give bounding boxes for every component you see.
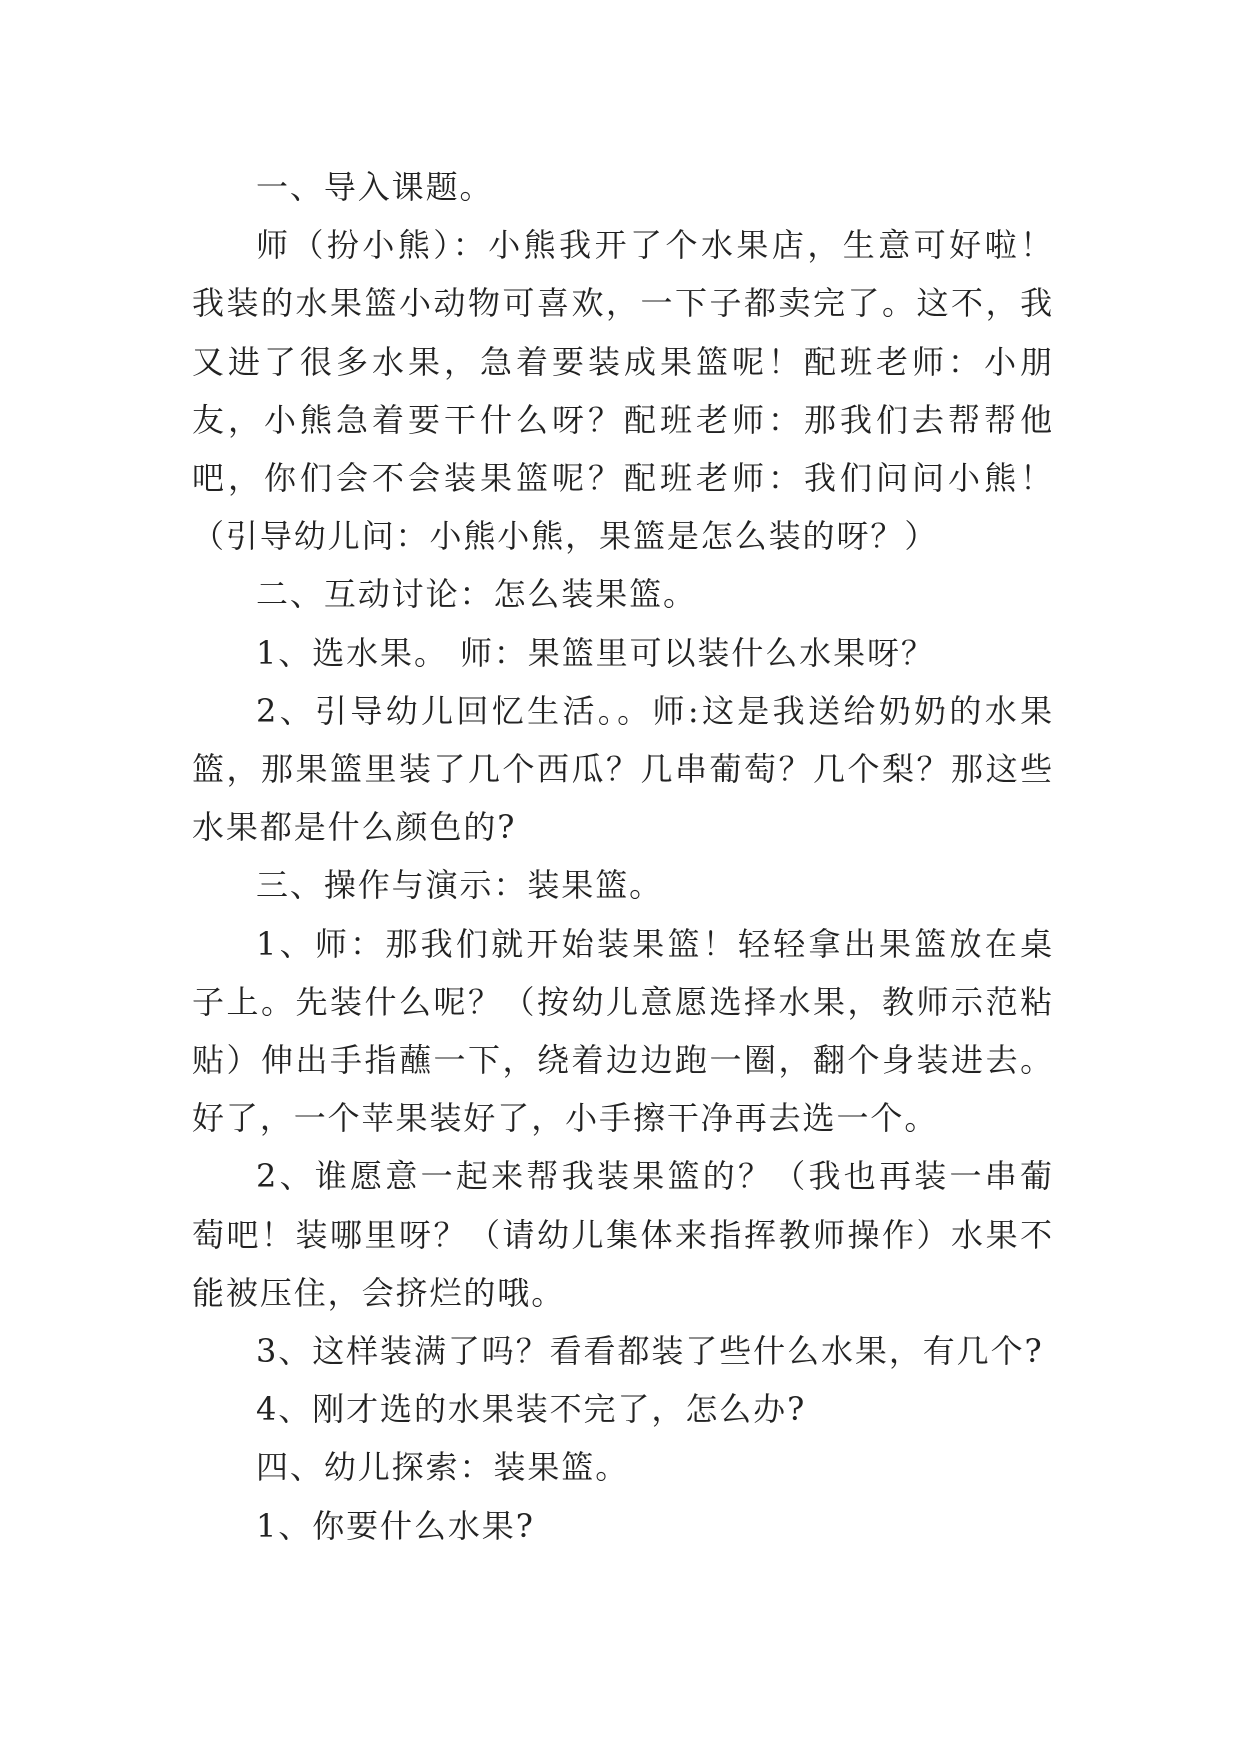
section-heading-3: 三、操作与演示：装果篮。 [256,866,664,905]
section-heading-2: 二、互动讨论：怎么装果篮。 [256,575,697,614]
section-heading-4: 四、幼儿探索：装果篮。 [256,1448,630,1487]
list-item: 2、引导幼儿回忆生活。。师:这是我送给奶奶的水果篮，那果篮里装了几个西瓜？几串葡萄？几个梨？那这些水果都是什么颜色的? [192,691,1054,847]
list-item: 1、师：那我们就开始装果篮！轻轻拿出果篮放在桌子上。先装什么呢？（按幼儿意愿选择水果，教师示范粘贴）伸出手指蘸一下，绕着边边跑一圈，翻个身装进去。好了，一个苹果装好了，小手擦干净再去选一个。 [192,924,1054,1138]
list-item: 4、刚才选的水果装不完了，怎么办? [256,1390,807,1429]
list-item: 3、这样装满了吗？看看都装了些什么水果，有几个? [256,1332,1044,1371]
paragraph: 师（扮小熊）：小熊我开了个水果店，生意可好啦！我装的水果篮小动物可喜欢，一下子都卖完了。这不，我又进了很多水果，急着要装成果篮呢！配班老师：小朋友，小熊急着要干什么呀？配班老师：那我们去帮帮他吧，你们会不会装果篮呢？配班老师：我们问问小熊！（引导幼儿问：小熊小熊，果篮是怎么装的呀？） [192,226,1054,556]
list-item: 1、选水果。 师：果篮里可以装什么水果呀？ [256,633,935,672]
list-item: 1、你要什么水果? [256,1506,535,1545]
list-item: 2、谁愿意一起来帮我装果篮的？（我也再装一串葡萄吧！装哪里呀？（请幼儿集体来指挥教师操作）水果不能被压住，会挤烂的哦。 [192,1157,1054,1312]
document-body [192,158,1054,1555]
section-heading-1: 一、导入课题。 [256,168,494,206]
